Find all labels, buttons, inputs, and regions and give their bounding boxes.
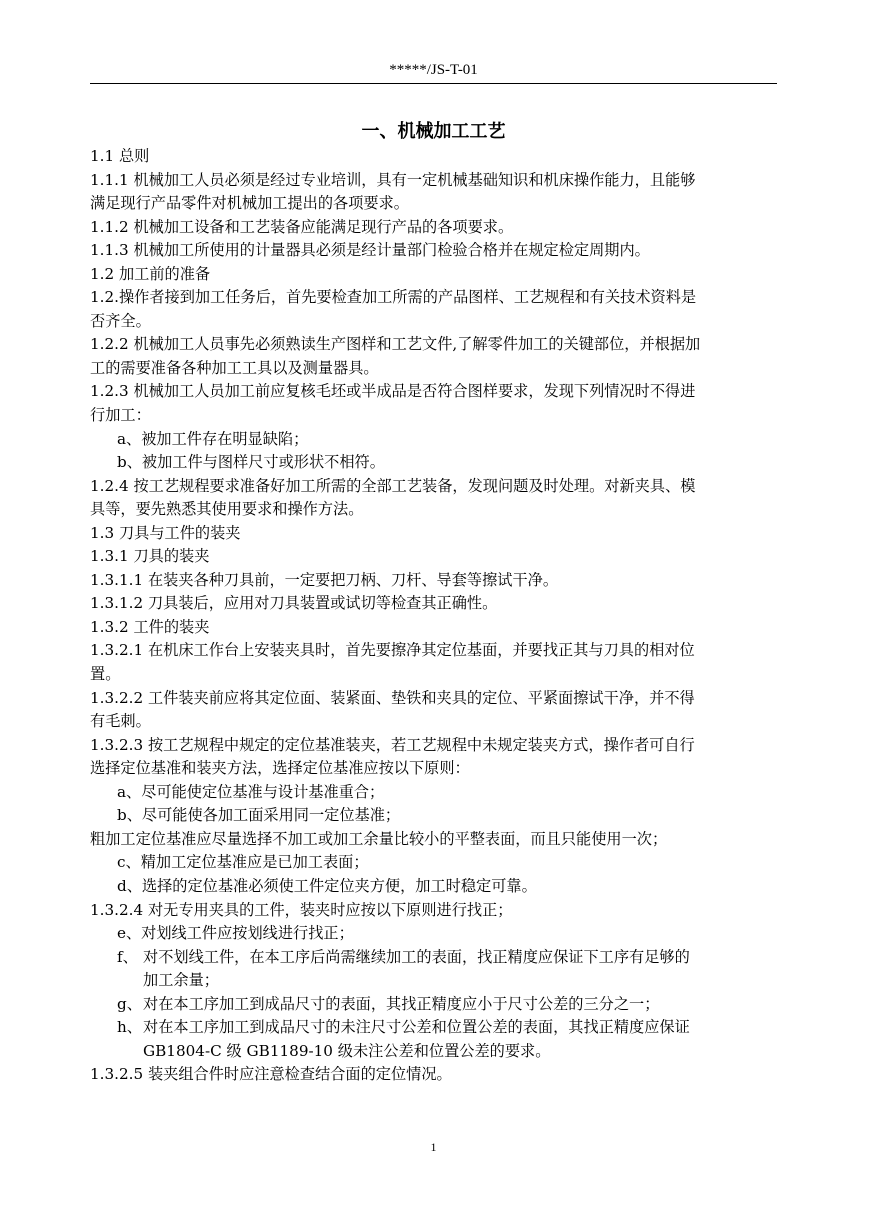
paragraph-line: 具等，要先熟悉其使用要求和操作方法。 xyxy=(90,500,364,519)
paragraph-line: 1.2.3 机械加工人员加工前应复核毛坯或半成品是否符合图样要求，发现下列情况时不得进 xyxy=(90,382,696,401)
list-item-text: 加工余量； xyxy=(143,971,219,990)
paragraph-line: 1.1.2 机械加工设备和工艺装备应能满足现行产品的各项要求。 xyxy=(90,217,514,236)
paragraph-line: 1.3.2.5 装夹组合件时应注意检查结合面的定位情况。 xyxy=(90,1065,452,1084)
paragraph-line: 1.2.操作者接到加工任务后，首先要检查加工所需的产品图样、工艺规程和有关技术资料是 xyxy=(90,288,697,307)
heading-1-3-2: 1.3.2 工件的装夹 xyxy=(90,617,210,636)
paragraph-line: 1.3.2.4 对无专用夹具的工件，装夹时应按以下原则进行找正； xyxy=(90,900,513,919)
paragraph-line: 置。 xyxy=(90,665,121,684)
list-item-label xyxy=(117,969,143,993)
paragraph-line: 否齐全。 xyxy=(90,311,151,330)
heading-1-1: 1.1 总则 xyxy=(90,147,150,165)
paragraph-line: 1.3.2.3 按工艺规程中规定的定位基准装夹，若工艺规程中未规定装夹方式，操作者可自行 xyxy=(90,735,695,754)
paragraph-line: 1.3.2.1 在机床工作台上安装夹具时，首先要擦净其定位基面，并要找正其与刀具的相对位 xyxy=(90,641,695,660)
paragraph-line: 满足现行产品零件对机械加工提出的各项要求。 xyxy=(90,194,409,213)
paragraph-line: 1.3.2.2 工件装夹前应将其定位面、装紧面、垫铁和夹具的定位、平紧面擦试干净，并不得 xyxy=(90,688,695,707)
list-item: a、被加工件存在明显缺陷； xyxy=(117,429,309,448)
list-item: c、精加工定位基准应是已加工表面； xyxy=(117,853,369,872)
paragraph-line: 1.1.1 机械加工人员必须是经过专业培训，具有一定机械基础知识和机床操作能力，且能够 xyxy=(90,170,696,189)
page-number: 1 xyxy=(430,1140,437,1154)
list-item xyxy=(90,946,780,970)
paragraph-line: 选择定位基准和装夹方法，选择定位基准应按以下原则： xyxy=(90,759,470,778)
heading-1-2: 1.2 加工前的准备 xyxy=(90,264,211,283)
list-item-label: g、 xyxy=(117,994,142,1013)
paragraph-line: 行加工： xyxy=(90,406,151,425)
section-title: 一、机械加工工艺 xyxy=(361,121,506,142)
document-body xyxy=(90,145,780,1087)
list-item-text: 对在本工序加工到成品尺寸的未注尺寸公差和位置公差的表面，其找正精度应保证 xyxy=(143,1018,690,1037)
list-item: a、尽可能使定位基准与设计基准重合； xyxy=(117,782,385,801)
paragraph-line: 粗加工定位基准应尽量选择不加工或加工余量比较小的平整表面，而且只能使用一次； xyxy=(90,829,668,848)
list-item-text: 对不划线工件，在本工序后尚需继续加工的表面，找正精度应保证下工序有足够的 xyxy=(143,947,690,966)
heading-1-3: 1.3 刀具与工件的装夹 xyxy=(90,523,241,542)
paragraph-line: 有毛刺。 xyxy=(90,712,151,731)
list-item-label xyxy=(117,1040,143,1064)
list-item-text: GB1804-C 级 GB1189-10 级未注公差和位置公差的要求。 xyxy=(143,1041,551,1060)
list-item: e、对划线工件应按划线进行找正； xyxy=(117,924,354,943)
paragraph-line: 1.2.4 按工艺规程要求准备好加工所需的全部工艺装备，发现问题及时处理。对新夹具、模 xyxy=(90,476,696,495)
document-code-header: *****/JS-T-01 xyxy=(389,62,478,78)
list-item-label: f、 xyxy=(117,947,138,966)
list-item-continuation xyxy=(90,1040,780,1064)
list-item-continuation xyxy=(90,969,780,993)
list-item-label: h、 xyxy=(117,1018,142,1037)
paragraph-line: 1.3.1.1 在装夹各种刀具前，一定要把刀柄、刀杆、导套等擦试干净。 xyxy=(90,570,559,589)
header-divider xyxy=(90,83,777,84)
heading-1-3-1: 1.3.1 刀具的装夹 xyxy=(90,547,210,566)
paragraph-line: 工的需要准备各种加工工具以及测量器具。 xyxy=(90,358,379,377)
paragraph-line: 1.2.2 机械加工人员事先必须熟读生产图样和工艺文件,了解零件加工的关键部位，并根据加 xyxy=(90,335,701,354)
paragraph-line: 1.3.1.2 刀具装后，应用对刀具装置或试切等检查其正确性。 xyxy=(90,594,498,613)
paragraph-line: 1.1.3 机械加工所使用的计量器具必须是经计量部门检验合格并在规定检定周期内。 xyxy=(90,241,650,260)
list-item xyxy=(90,993,780,1017)
list-item: d、选择的定位基准必须使工件定位夹方便，加工时稳定可靠。 xyxy=(117,876,537,895)
list-item xyxy=(90,1016,780,1040)
list-item-text: 对在本工序加工到成品尺寸的表面，其找正精度应小于尺寸公差的三分之一； xyxy=(143,994,660,1013)
list-item: b、尽可能使各加工面采用同一定位基准； xyxy=(117,806,401,825)
list-item: b、被加工件与图样尺寸或形状不相符。 xyxy=(117,453,385,472)
